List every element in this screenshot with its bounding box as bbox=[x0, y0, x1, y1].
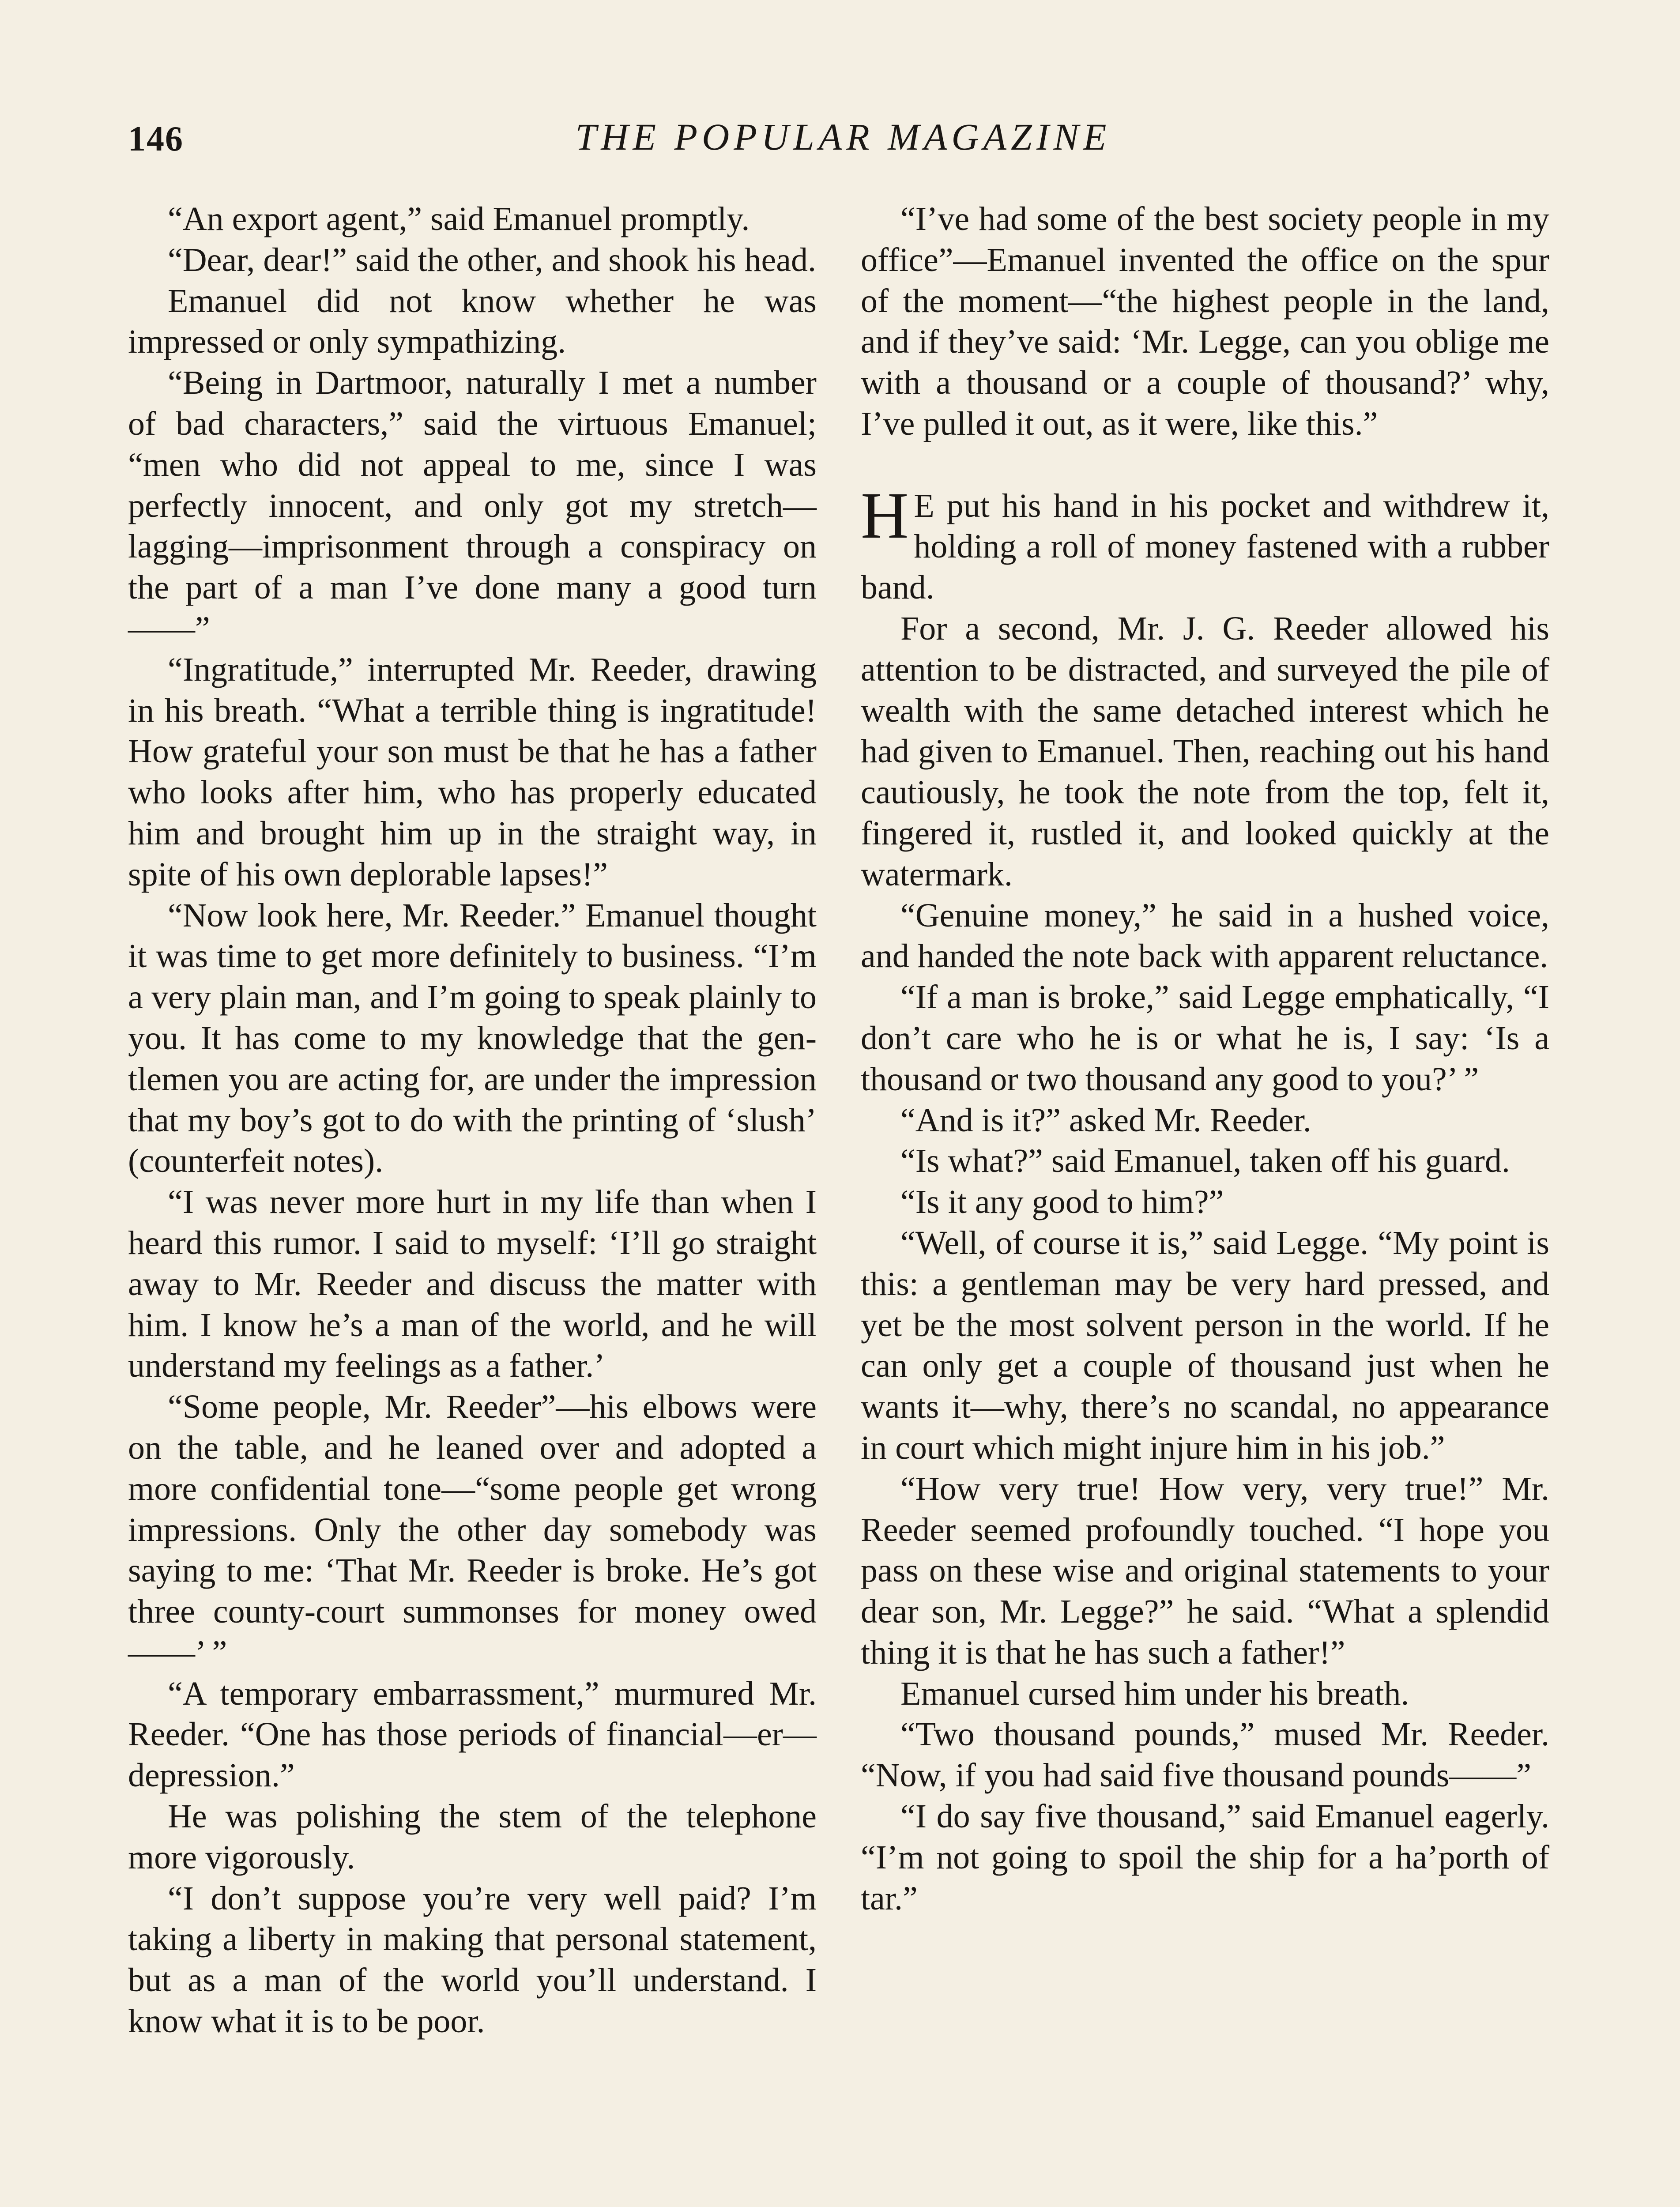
paragraph: “I’ve had some of the best society people in my office”—Emanuel invented the office on the spur of the moment—“the highest people in the land, and if they’ve said: ‘Mr. Legge, can you oblige me with a thousand or a couple of thousand?’ why, I’ve pulled it out, as it were, like this.” bbox=[861, 200, 1549, 442]
section-break bbox=[861, 444, 1549, 486]
paragraph: “Being in Dartmoor, naturally I met a number of bad characters,” said the virtuous Emanuel; “men who did not appeal to me, since I was perfectly innocent, and only got my stretch—lagging—imprisonment through a conspiracy on the part of a man I’ve done many a good turn——” bbox=[128, 364, 817, 647]
drop-cap: H bbox=[861, 478, 909, 552]
paragraph: Emanuel cursed him under his breath. bbox=[900, 1675, 1409, 1712]
paragraph: “Ingratitude,” interrupted Mr. Reeder, drawing in his breath. “What a terrible thing is ingratitude! How grateful your son must be that he has a father who looks after him, who has properly educated him and brought him up in the straight way, in spite of his own deplorable lapses!” bbox=[128, 651, 817, 893]
page-number: 146 bbox=[128, 120, 184, 158]
section-opening-paragraph bbox=[861, 478, 1549, 608]
paragraph: “I do say five thousand,” said Emanuel eagerly. “I’m not going to spoil the ship for a ha’porth of tar.” bbox=[861, 1798, 1549, 1917]
paragraph: For a second, Mr. J. G. Reeder allowed his attention to be distracted, and surveyed the pile of wealth with the same detached interest which he had given to Emanuel. Then, reaching out his hand cautiously, he took the note from the top, felt it, fingered it, rustled it, and looked quickly at the watermark. bbox=[861, 610, 1549, 893]
paragraph: “If a man is broke,” said Legge emphatically, “I don’t care who he is or what he is, I say: ‘Is a thousand or two thousand any good to you?’ ” bbox=[861, 979, 1549, 1098]
paragraph: “And is it?” asked Mr. Reeder. bbox=[900, 1101, 1311, 1139]
paragraph: “Now look here, Mr. Reeder.” Emanuel thought it was time to get more definitely to business. “I’m a very plain man, and I’m going to speak plainly to you. It has come to my knowledge that the gentlemen you are acting for, are under the impression that my boy’s got to do with the printing of ‘slush’ (counterfeit notes). bbox=[128, 896, 817, 1180]
paragraph: “I was never more hurt in my life than when I heard this rumor. I said to myself: ‘I’ll go straight away to Mr. Reeder and discuss the matter with him. I know he’s a man of the world, and he will understand my feelings as a father.’ bbox=[128, 1183, 817, 1385]
paragraph: He was polishing the stem of the telephone more vigorously. bbox=[128, 1798, 817, 1876]
paragraph: “Is what?” said Emanuel, taken off his guard. bbox=[900, 1142, 1510, 1180]
paragraph: “A temporary embarrassment,” murmured Mr. Reeder. “One has those periods of financial—er—depression.” bbox=[128, 1675, 817, 1794]
paragraph: “Well, of course it is,” said Legge. “My point is this: a gentleman may be very hard pressed, and yet be the most solvent person in the world. If he can only get a couple of thousand just when he wants it—why, there’s no scandal, no appearance in court which might injure him in his job.” bbox=[861, 1224, 1549, 1466]
paragraph: Emanuel did not know whether he was impressed or only sympathizing. bbox=[128, 282, 817, 361]
paragraph: “How very true! How very, very true!” Mr. Reeder seemed profoundly touched. “I hope you pass on these wise and original statements to your dear son, Mr. Legge?” he said. “What a splendid thing it is that he has such a father!” bbox=[861, 1470, 1549, 1671]
page-header bbox=[128, 115, 1558, 168]
paragraph: “Dear, dear!” said the other, and shook his head. bbox=[168, 241, 817, 279]
paragraph: “Is it any good to him?” bbox=[900, 1183, 1224, 1221]
paragraph: “Some people, Mr. Reeder”—his elbows were on the table, and he leaned over and adopted a more confidential tone—“some people get wrong impressions. Only the other day somebody was saying to me: ‘That Mr. Reeder is broke. He’s got three county-court summonses for money owed——’ ” bbox=[128, 1388, 817, 1671]
running-head: THE POPULAR MAGAZINE bbox=[575, 116, 1111, 158]
paragraph: “Two thousand pounds,” mused Mr. Reeder. “Now, if you had said five thousand pounds——” bbox=[861, 1716, 1549, 1794]
paragraph: “Genuine money,” he said in a hushed voice, and handed the note back with apparent reluctance. bbox=[861, 896, 1549, 975]
paragraph: “An export agent,” said Emanuel promptly. bbox=[168, 200, 750, 237]
left-column bbox=[128, 199, 817, 2042]
section-opening-text: E put his hand in his pocket and withdrew it, holding a roll of money fastened with a rubber band. bbox=[861, 487, 1549, 606]
right-column bbox=[861, 199, 1549, 1919]
paragraph: “I don’t suppose you’re very well paid? I’m taking a liberty in making that personal statement, but as a man of the world you’ll understand. I know what it is to be poor. bbox=[128, 1879, 817, 2040]
